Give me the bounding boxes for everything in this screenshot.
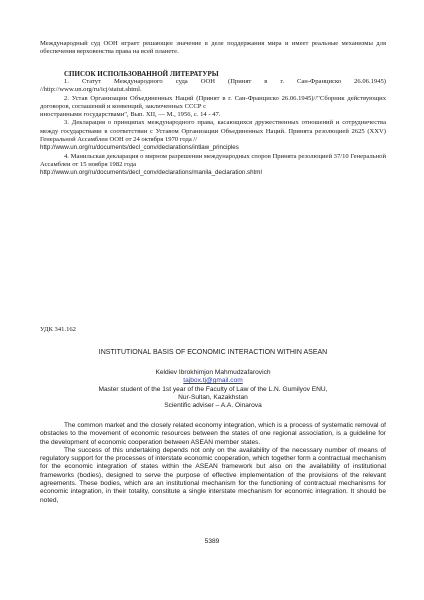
- article-body: [40, 422, 386, 505]
- page-number-block: [190, 538, 234, 546]
- body-paragraph-1: The common market and the closely related economy integration, which is a process of systematic removal of obstacles to the movement of economic resources between the states of one regional association, is a guideline for the development of economic cooperation between ASEAN member states.: [40, 422, 386, 446]
- references-section: [40, 70, 386, 178]
- udc-code: УДК 341.162: [40, 326, 76, 333]
- body-paragraph-2: The success of this undertaking depends not only on the availability of the necessary number of means of regulatory support for the processes of interstate economic cooperation, which together form a contractual mechanism for the economic integration of states within the ASEAN framework but also on the availability of institutional frameworks (bodies), designed to serve the purpose of effective implementation of the provisions of the relevant agreements. These bodies, which are an institutional mechanism for the functioning of contractual mechanisms for economic integration, in their totality, constitute a single interstate mechanism for economic integration. It should be noted,: [40, 446, 386, 504]
- affiliation-line-1: Master student of the 1st year of the Faculty of Law of the L.N. Gumilyov ENU,: [98, 385, 328, 393]
- top-section: [40, 40, 386, 57]
- affiliation-line-2: Nur-Sultan, Kazakhstan: [178, 393, 248, 401]
- article-title: INSTITUTIONAL BASIS OF ECONOMIC INTERACTION WITHIN ASEAN: [98, 349, 328, 356]
- reference-2-cont: иностранными государствами", Вып. XII, — М., 1956, с. 14 - 47.: [40, 111, 221, 119]
- reference-3-link[interactable]: http://www.un.org/ru/documents/decl_conv/declarations/intlaw_principles: [40, 144, 239, 152]
- reference-3: 3. Декларация о принципах международного права, касающихся дружественных отношений и сотрудничества между государствами в соответствии с Уставом Организации Объединенных Наций. Принята резолюцией 2625 (XXV) Генеральной Ассамблеи ООН от 24 октября 1970 года //: [40, 119, 386, 144]
- scientific-adviser: Scientific adviser – A.A. Oinarova: [164, 402, 262, 410]
- author-email-link[interactable]: tajbox.tj@gmail.com: [183, 377, 243, 385]
- reference-1: 1. Статут Международного суда ООН (Принят в г. Сан-Франциско 26.06.1945) //http://www.un.org/ru/icj/statut.shtml.: [40, 78, 386, 94]
- reference-2: 2. Устав Организации Объединенных Наций (Принят в г. Сан-Франциско 26.06.1945)//"Сборник действующих договоров, соглашений и конвенций, заключенных СССР с: [40, 94, 386, 110]
- udc-block: [40, 326, 386, 334]
- page-number: 5389: [204, 538, 220, 545]
- article-header: [40, 349, 386, 357]
- author-name: Keldiev Ibrokhimjon Mahmudzafarovich: [155, 369, 271, 376]
- author-block: [40, 369, 386, 410]
- references-title: СПИСОК ИСПОЛЬЗОВАННОЙ ЛИТЕРАТУРЫ: [64, 70, 219, 78]
- reference-4: 4. Манильская декларация о мирном разрешении международных споров Принята резолюцией 37/10 Генеральной Ассамблеи от 15 ноября 1982 года: [40, 152, 386, 168]
- intro-paragraph: Международный суд ООН играет решающее значение в деле поддержания мира и имеет реальные механизмы для обеспечения верховенства права на всей планете.: [40, 40, 386, 56]
- reference-4-link[interactable]: http://www.un.org/ru/documents/decl_conv/declarations/manila_declaration.shtml: [40, 169, 262, 177]
